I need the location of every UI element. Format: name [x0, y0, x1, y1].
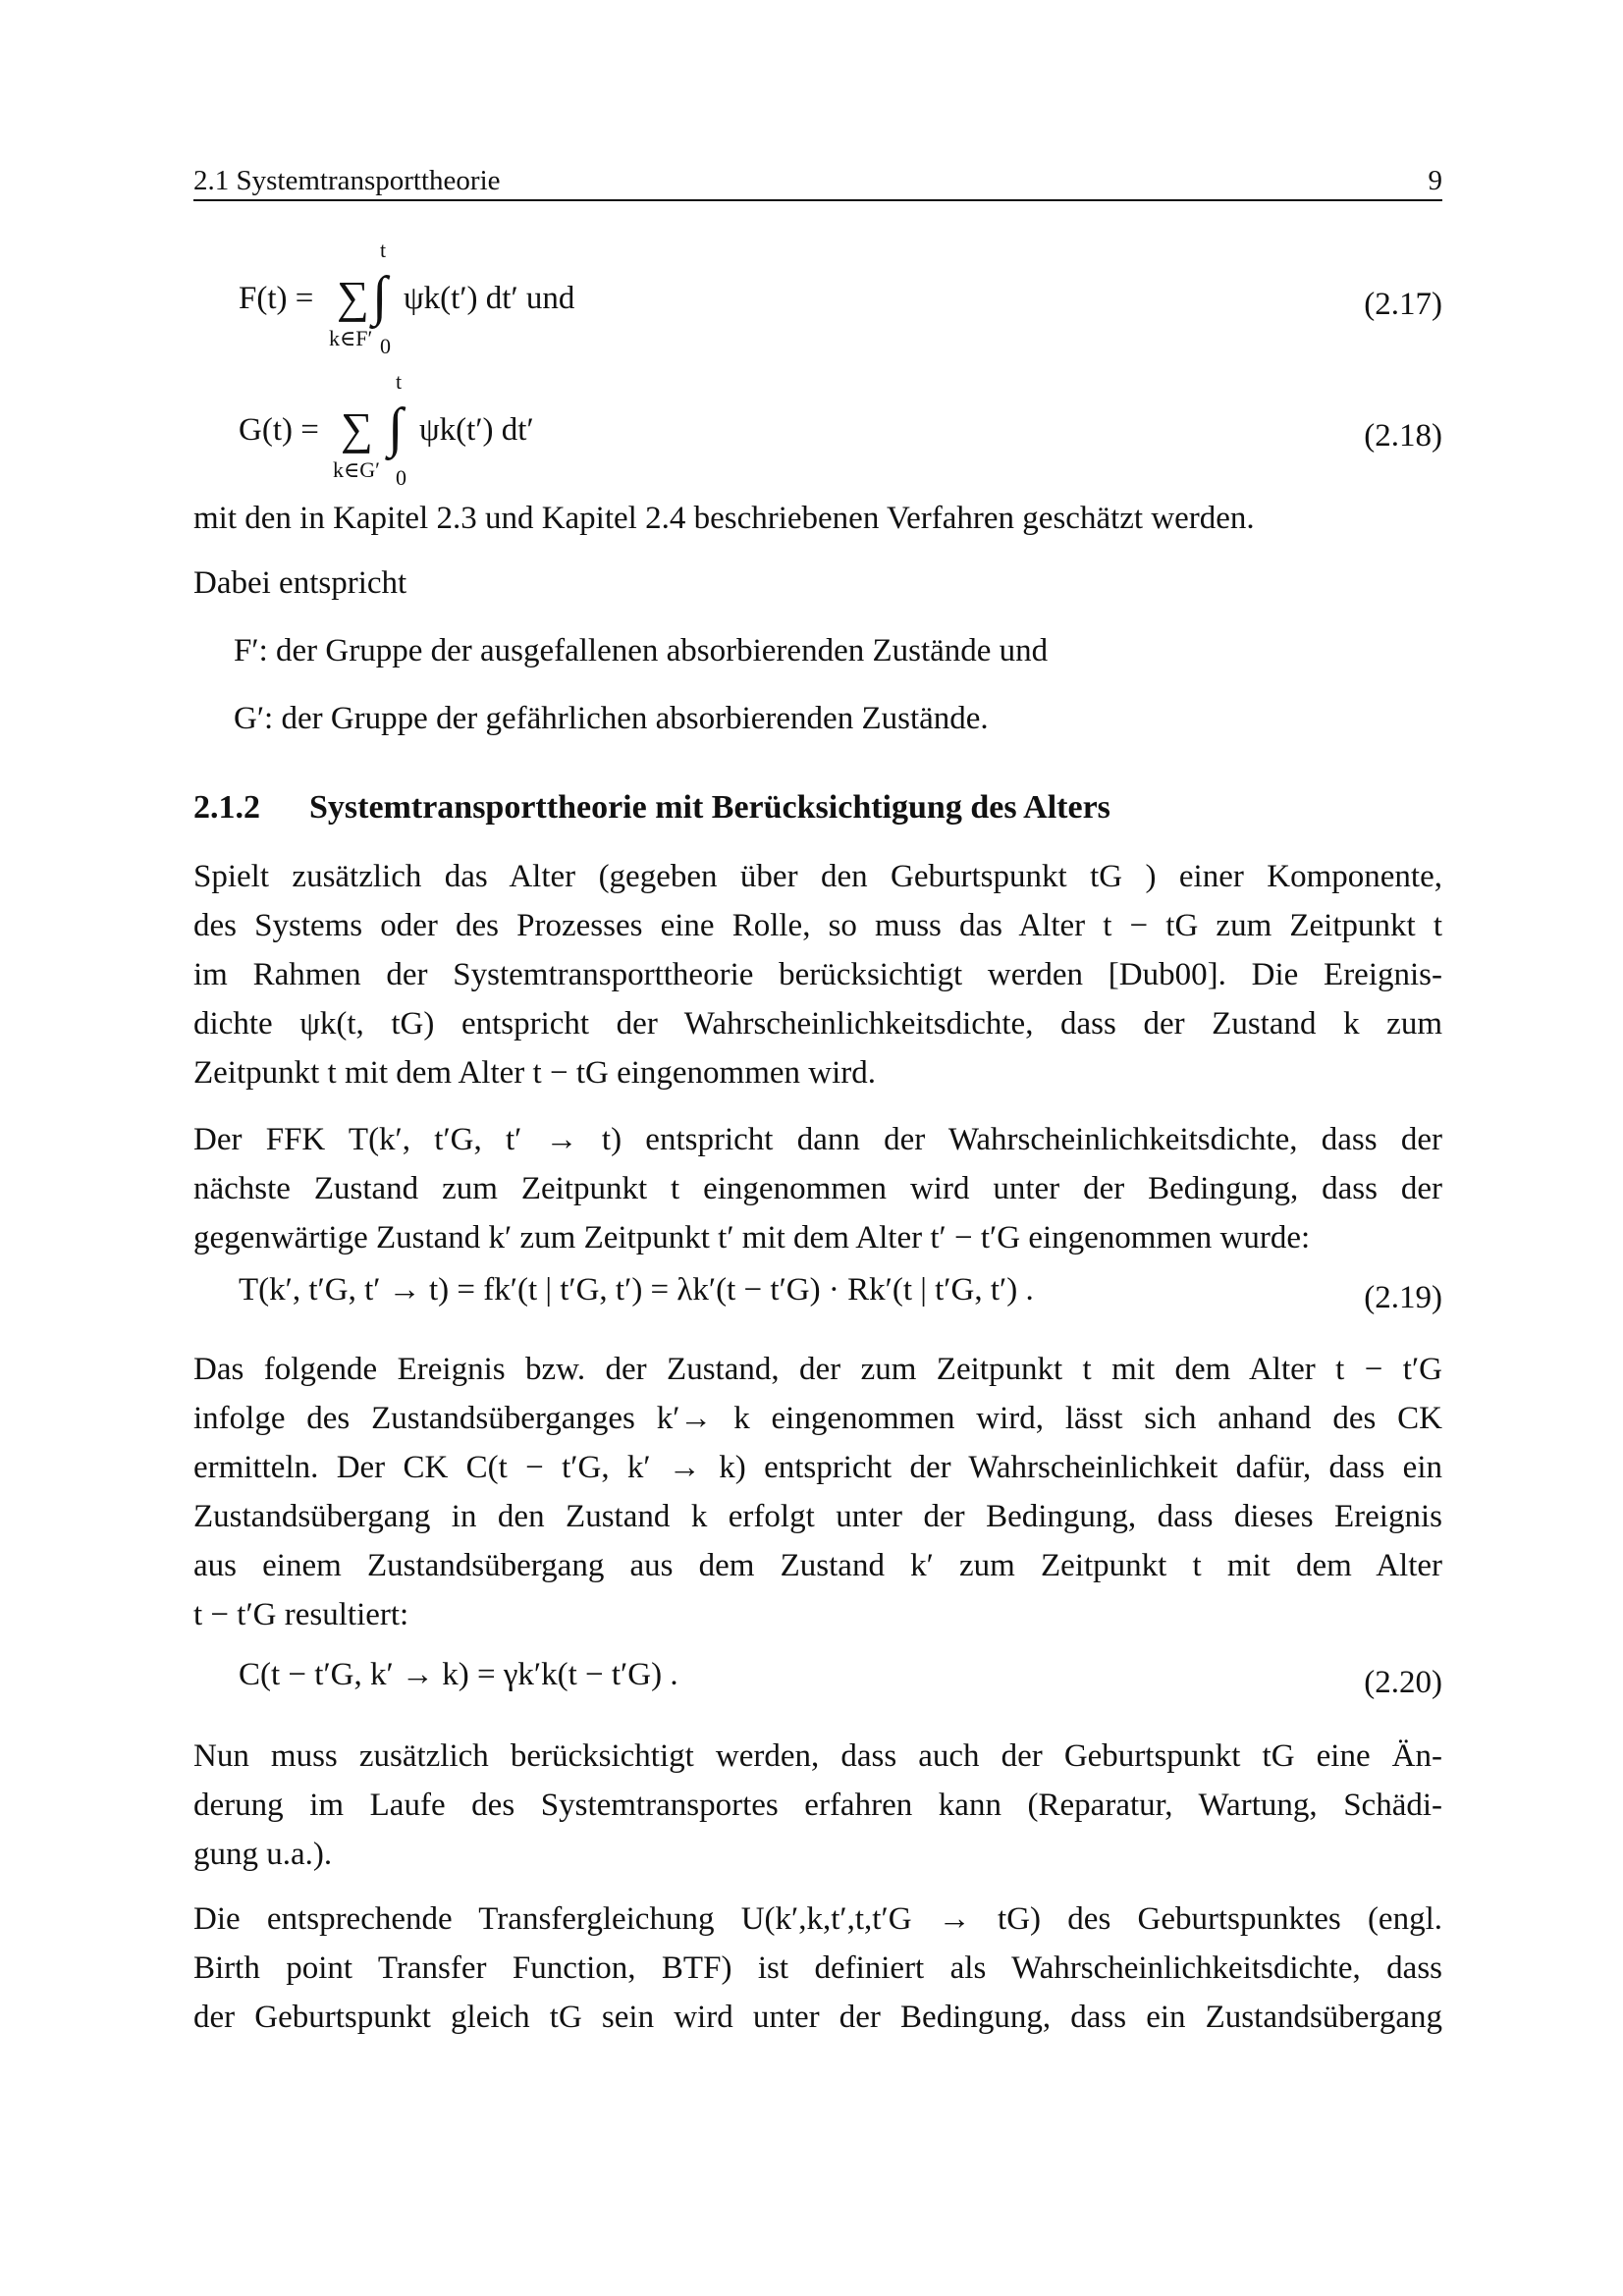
sum-symbol: ∑ — [341, 403, 373, 454]
paragraph-age — [193, 852, 1442, 1097]
sum-subscript: k∈G′ — [333, 457, 380, 482]
sum-symbol: ∑ — [337, 272, 369, 322]
equation-2-18 — [239, 367, 1442, 495]
text-line: t − t′G resultiert: — [193, 1597, 409, 1632]
paragraph-dabei: Dabei entspricht — [193, 565, 407, 601]
equation-2-19 — [239, 1272, 1442, 1321]
integral-lower: 0 — [380, 334, 391, 358]
integral-lower: 0 — [396, 465, 406, 490]
text-line: ermitteln. Der CK C(t − t′G, k′ → k) entspricht der Wahrscheinlichkeit dafür, dass ein — [193, 1450, 1442, 1485]
text-line: Das folgende Ereignis bzw. der Zustand, der zum Zeitpunkt t mit dem Alter t − t′G — [193, 1352, 1442, 1387]
text-line: gegenwärtige Zustand k′ zum Zeitpunkt t′ mit dem Alter t′ − t′G eingenommen wurde: — [193, 1220, 1311, 1255]
section-heading — [193, 789, 1110, 827]
running-header: 2.1 Systemtransporttheorie — [193, 165, 501, 196]
definition-f: F′: der Gruppe der ausgefallenen absorbierenden Zustände und — [234, 633, 1049, 668]
equation-number: (2.17) — [1364, 287, 1442, 322]
eq-lhs: G(t) = — [239, 412, 319, 448]
integral-upper: t — [380, 238, 387, 262]
text-line: gung u.a.). — [193, 1837, 333, 1872]
text-line: Zeitpunkt t mit dem Alter t − tG eingenommen wird. — [193, 1055, 876, 1091]
text-line: Spielt zusätzlich das Alter (gegeben über den Geburtspunkt tG ) einer Komponente, — [193, 859, 1442, 894]
text-line: der Geburtspunkt gleich tG sein wird unter der Bedingung, dass ein Zustandsübergang — [193, 2000, 1442, 2035]
sum-subscript: k∈F′ — [329, 326, 373, 350]
text-line: im Rahmen der Systemtransporttheorie berücksichtigt werden [Dub00]. Die Ereignis- — [193, 957, 1442, 992]
equation-number: (2.19) — [1364, 1280, 1442, 1315]
text-line: Die entsprechende Transfergleichung U(k′,k,t′,t,t′G → tG) des Geburtspunktes (engl. — [193, 1901, 1442, 1937]
equation-number: (2.18) — [1364, 418, 1442, 454]
definition-g: G′: der Gruppe der gefährlichen absorbierenden Zustände. — [234, 701, 989, 736]
integral-upper: t — [396, 369, 403, 394]
integral-symbol: ∫ — [388, 398, 404, 458]
integrand: ψk(t′) dt′ und — [404, 281, 575, 316]
paragraph-birthpoint — [193, 1732, 1442, 1879]
text-line: des Systems oder des Prozesses eine Rolle, so muss das Alter t − tG zum Zeitpunkt t — [193, 908, 1442, 943]
page-number: 9 — [1428, 165, 1442, 196]
text-line: derung im Laufe des Systemtransportes erfahren kann (Reparatur, Wartung, Schädi- — [193, 1788, 1442, 1823]
section-number: 2.1.2 — [193, 789, 260, 826]
equation-expression: C(t − t′G, k′ → k) = γk′k(t − t′G) . — [239, 1657, 678, 1692]
text-line: infolge des Zustandsüberganges k′→ k eingenommen wird, lässt sich anhand des CK — [193, 1401, 1442, 1436]
text-line: Nun muss zusätzlich berücksichtigt werden, dass auch der Geburtspunkt tG eine Än- — [193, 1738, 1442, 1774]
equation-number: (2.20) — [1364, 1665, 1442, 1700]
text-line: Der FFK T(k′, t′G, t′ → t) entspricht dann der Wahrscheinlichkeitsdichte, dass der — [193, 1122, 1442, 1157]
paragraph-methods: mit den in Kapitel 2.3 und Kapitel 2.4 beschriebenen Verfahren geschätzt werden. — [193, 501, 1255, 536]
header-rule — [193, 199, 1442, 201]
equation-2-20 — [239, 1657, 1442, 1706]
text-line: dichte ψk(t, tG) entspricht der Wahrscheinlichkeitsdichte, dass der Zustand k zum — [193, 1006, 1442, 1041]
section-title: Systemtransporttheorie mit Berücksichtigung des Alters — [309, 789, 1110, 826]
integrand: ψk(t′) dt′ — [419, 412, 534, 448]
paragraph-ffk — [193, 1115, 1442, 1262]
text-line: nächste Zustand zum Zeitpunkt t eingenommen wird unter der Bedingung, dass der — [193, 1171, 1442, 1206]
paragraph-ck — [193, 1345, 1442, 1639]
integral-symbol: ∫ — [372, 266, 388, 327]
eq-lhs: F(t) = — [239, 281, 314, 316]
text-line: aus einem Zustandsübergang aus dem Zustand k′ zum Zeitpunkt t mit dem Alter — [193, 1548, 1442, 1583]
equation-2-17 — [239, 236, 1442, 363]
equation-expression: T(k′, t′G, t′ → t) = fk′(t | t′G, t′) = λk′(t − t′G) · Rk′(t | t′G, t′) . — [239, 1272, 1034, 1308]
paragraph-btf — [193, 1895, 1442, 2042]
text-line: Zustandsübergang in den Zustand k erfolgt unter der Bedingung, dass dieses Ereignis — [193, 1499, 1442, 1534]
text-line: Birth point Transfer Function, BTF) ist definiert als Wahrscheinlichkeitsdichte, dass — [193, 1950, 1442, 1986]
